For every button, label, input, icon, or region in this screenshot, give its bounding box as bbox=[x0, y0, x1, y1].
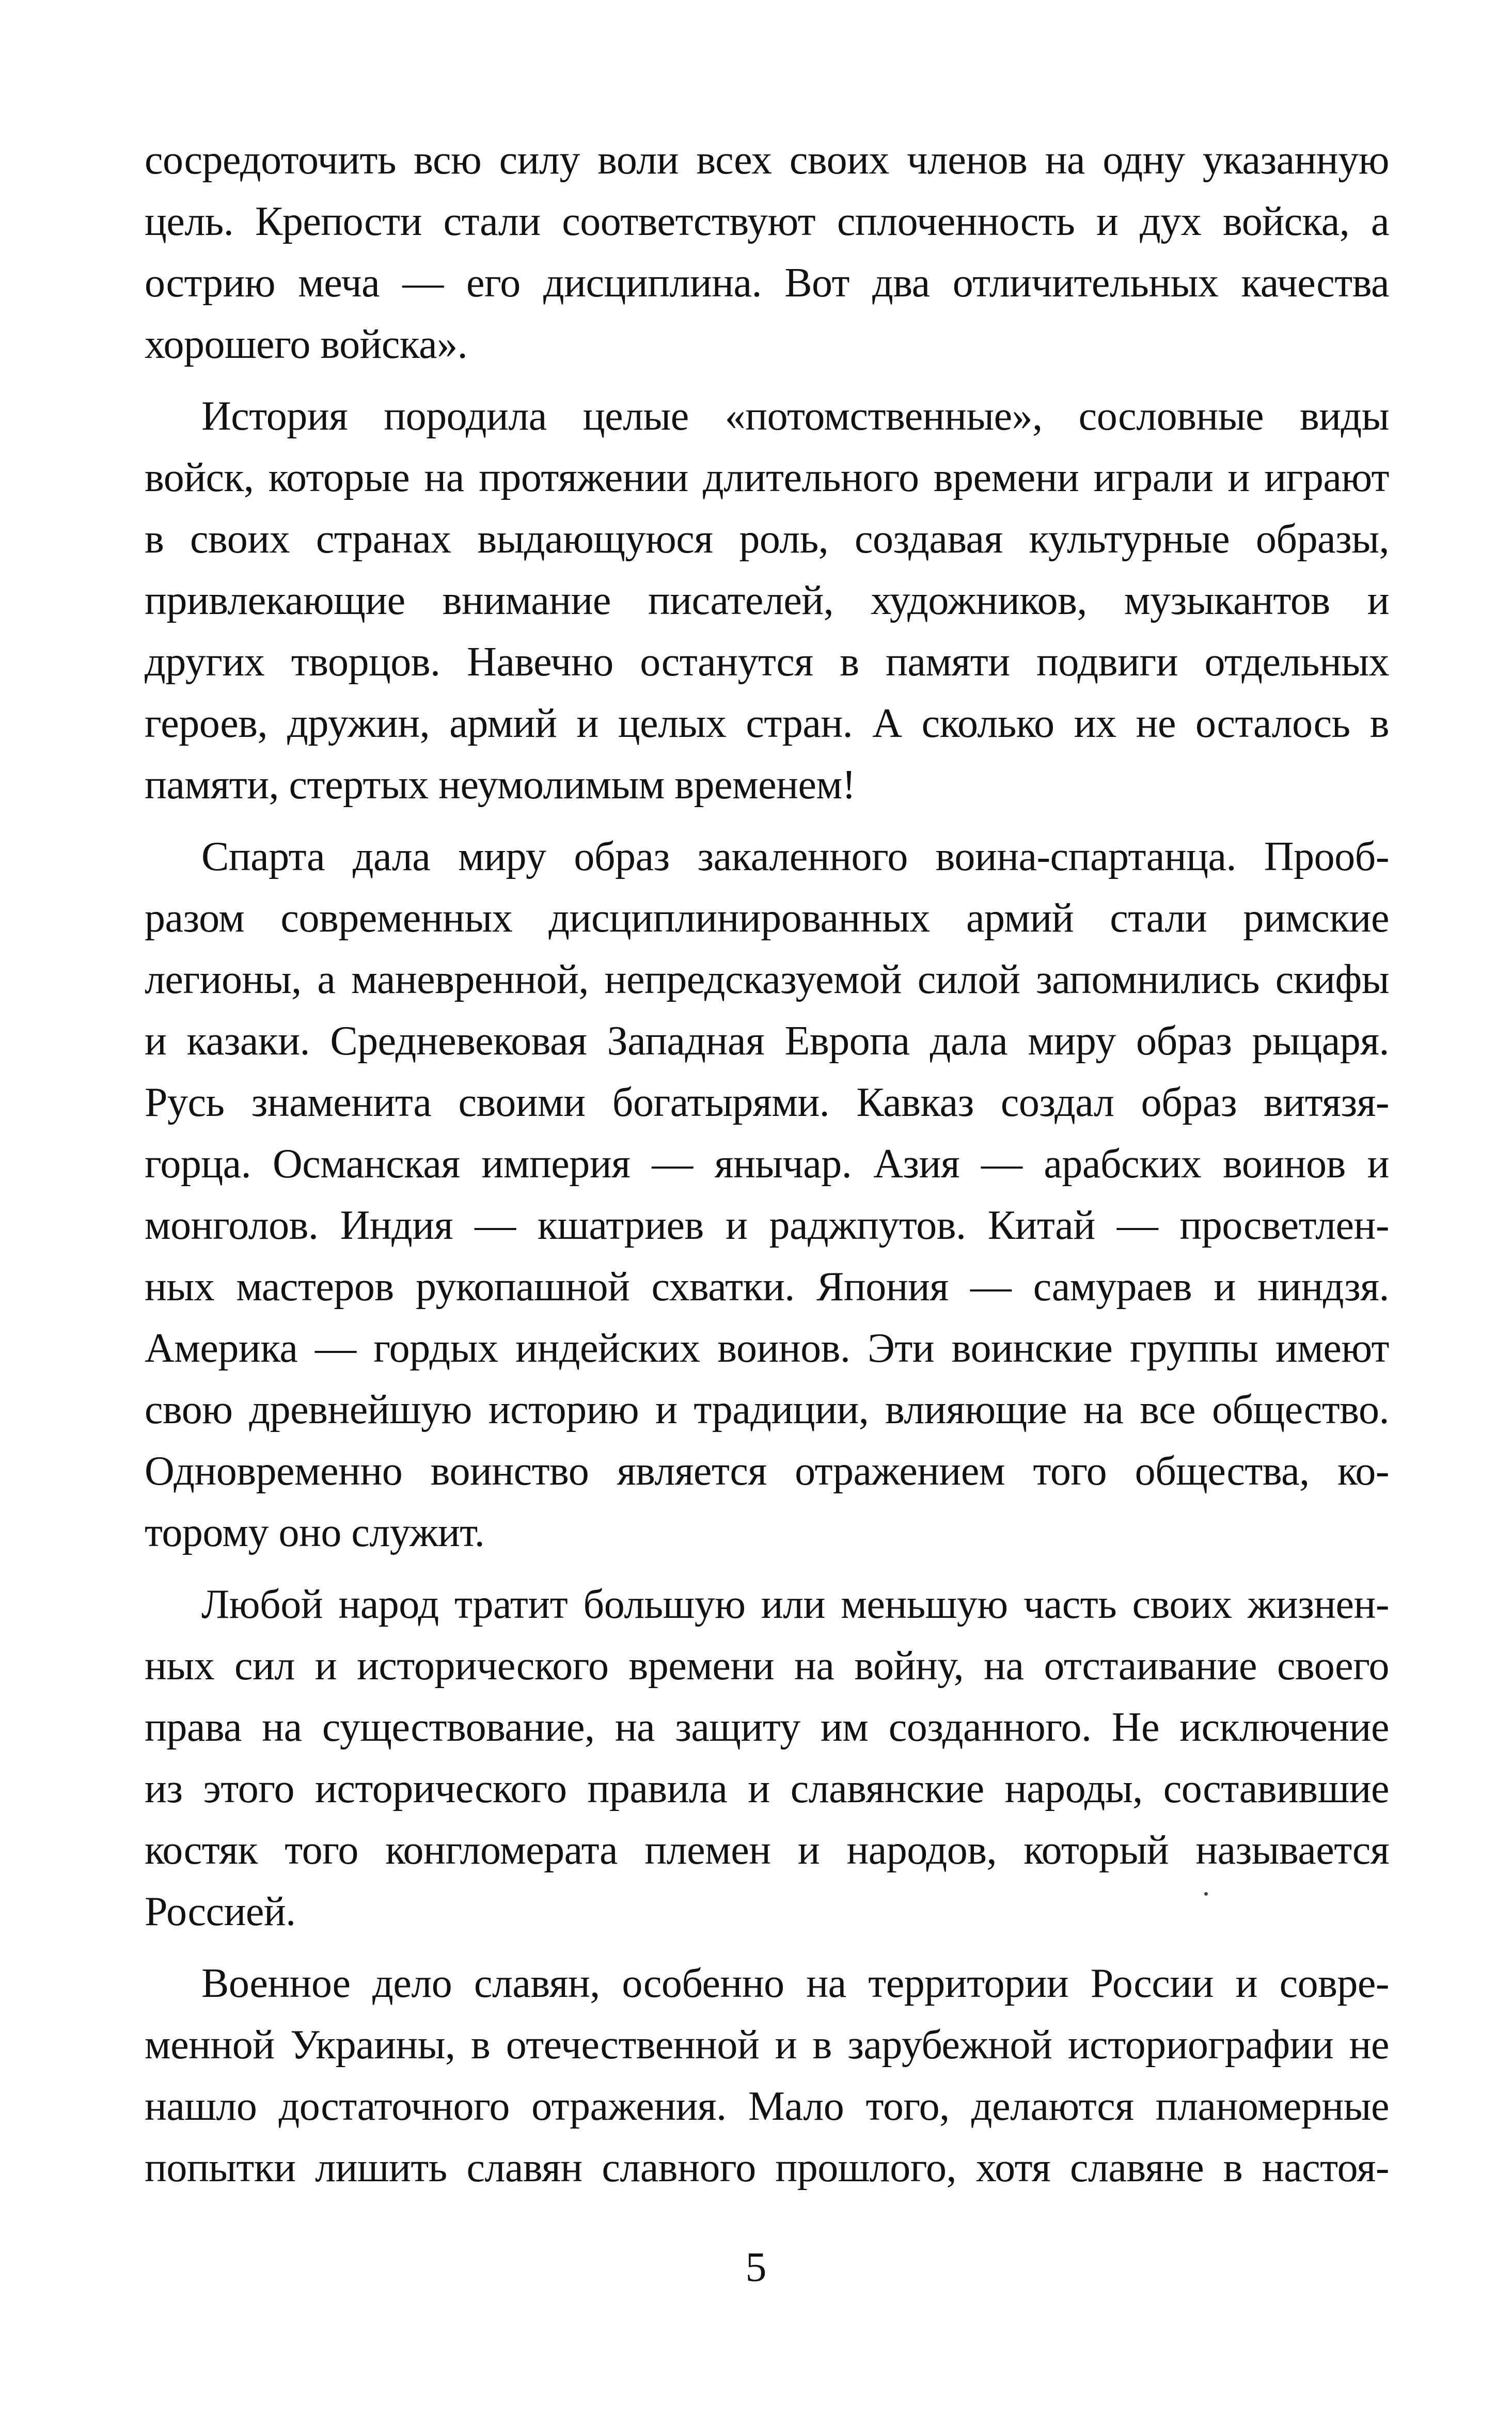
text-line: памяти, стертых неумолимым временем! bbox=[145, 762, 856, 808]
text-line: других творцов. Навечно останутся в памяти подвиги отдельных bbox=[145, 639, 1389, 685]
text-line: Любой народ тратит большую или меньшую часть своих жизнен- bbox=[201, 1582, 1389, 1627]
text-line: из этого исторического правила и славянские народы, составившие bbox=[145, 1766, 1389, 1811]
text-line: торому оно служит. bbox=[145, 1510, 485, 1555]
text-line: цель. Крепости стали соответствуют сплоченность и дух войска, а bbox=[145, 199, 1389, 244]
text-line: права на существование, на защиту им созданного. Не исключение bbox=[145, 1705, 1389, 1750]
text-line: разом современных дисциплинированных армий стали римские bbox=[145, 895, 1389, 941]
text-line: ных мастеров рукопашной схватки. Япония — самураев и ниндзя. bbox=[145, 1264, 1389, 1310]
text-line: Военное дело славян, особенно на территории России и совре- bbox=[201, 1961, 1389, 2006]
text-line: войск, которые на протяжении длительного времени играли и играют bbox=[145, 455, 1389, 500]
text-line: ных сил и исторического времени на войну, на отстаивание своего bbox=[145, 1643, 1389, 1689]
text-line: острию меча — его дисциплина. Вот два отличительных качества bbox=[145, 260, 1389, 306]
text-line: хорошего войска». bbox=[145, 322, 468, 367]
print-speck bbox=[1204, 1892, 1208, 1896]
text-line: монголов. Индия — кшатриев и раджпутов. Китай — просветлен- bbox=[145, 1203, 1389, 1248]
text-line: и казаки. Средневековая Западная Европа дала миру образ рыцаря. bbox=[145, 1018, 1389, 1064]
text-line: Россией. bbox=[145, 1889, 296, 1934]
text-line: в своих странах выдающуюся роль, создавая культурные образы, bbox=[145, 516, 1389, 562]
text-line: свою древнейшую историю и традиции, влияющие на все общество. bbox=[145, 1387, 1389, 1432]
text-line: сосредоточить всю силу воли всех своих членов на одну указанную bbox=[145, 137, 1389, 183]
text-line: привлекающие внимание писателей, художников, музыкантов и bbox=[145, 578, 1389, 623]
text-line: попытки лишить славян славного прошлого, хотя славяне в настоя- bbox=[145, 2145, 1389, 2191]
text-line: История породила целые «потомственные», сословные виды bbox=[201, 393, 1389, 439]
text-line: Америка — гордых индейских воинов. Эти воинские группы имеют bbox=[145, 1326, 1389, 1371]
text-line: Русь знаменита своими богатырями. Кавказ создал образ витязя- bbox=[145, 1080, 1389, 1125]
text-line: героев, дружин, армий и целых стран. А сколько их не осталось в bbox=[145, 701, 1389, 746]
text-line: горца. Османская империя — янычар. Азия — арабских воинов и bbox=[145, 1141, 1389, 1187]
text-line: менной Украины, в отечественной и в зарубежной историографии не bbox=[145, 2022, 1389, 2068]
text-line: Спарта дала миру образ закаленного воина-спартанца. Прооб- bbox=[201, 834, 1389, 879]
text-line: Одновременно воинство является отражением того общества, ко- bbox=[145, 1448, 1389, 1494]
text-line: костяк того конгломерата племен и народов, который называется bbox=[145, 1828, 1389, 1873]
text-line: легионы, а маневренной, непредсказуемой силой запомнились скифы bbox=[145, 957, 1389, 1002]
page-number: 5 bbox=[745, 2243, 767, 2290]
text-line: нашло достаточного отражения. Мало того, делаются планомерные bbox=[145, 2084, 1389, 2129]
